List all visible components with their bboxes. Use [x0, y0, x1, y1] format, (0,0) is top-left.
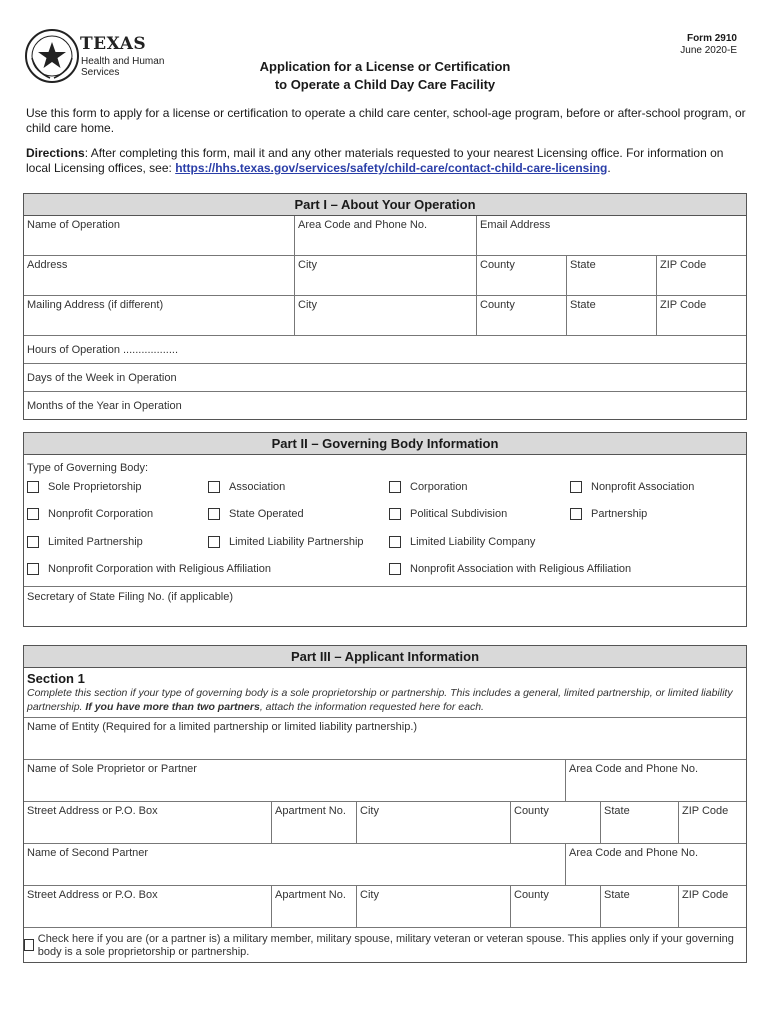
option-label: Partnership [591, 508, 648, 520]
option-label: Limited Partnership [48, 536, 143, 548]
mailing-city-label: City [298, 299, 317, 311]
partner2-county-label: County [514, 889, 549, 901]
intro-text: Use this form to apply for a license or certification to operate a child care center, school-age program, before or after-school program, or child care home. [26, 106, 746, 135]
partner1-street-label: Street Address or P.O. Box [27, 805, 158, 817]
partner2-phone-label: Area Code and Phone No. [569, 847, 699, 859]
partner1-zip-label: ZIP Code [682, 805, 729, 817]
checkbox[interactable] [389, 508, 401, 520]
mailing-address-label: Mailing Address (if different) [27, 299, 164, 311]
part1-section [23, 193, 747, 420]
partner1-city-field[interactable] [357, 802, 511, 843]
state-label: State [570, 259, 596, 271]
partner1-zip-field[interactable] [679, 802, 746, 843]
partner2-state-label: State [604, 889, 630, 901]
form-date: June 2020-E [680, 45, 737, 56]
option-label: Nonprofit Association [591, 481, 695, 493]
mailing-state-field[interactable] [567, 296, 657, 335]
checkbox[interactable] [389, 536, 401, 548]
option-label: Corporation [410, 481, 468, 493]
option-nonprofit-corp-religious[interactable] [27, 563, 271, 575]
mailing-zip-code-label: ZIP Code [660, 299, 707, 311]
secretary-of-state-field[interactable] [24, 586, 746, 626]
sole-proprietor-name-label: Name of Sole Proprietor or Partner [27, 763, 197, 775]
section1-intro [24, 668, 746, 718]
military-check-label: Check here if you are (or a partner is) a military member, military spouse, military veteran or veteran spouse. This applies only if your governing body is a sole proprietorship or partnership. [37, 933, 734, 958]
option-political-subdivision[interactable] [389, 508, 507, 520]
option-label: Political Subdivision [410, 508, 508, 520]
option-nonprofit-assoc-religious[interactable] [389, 563, 631, 575]
city-label: City [298, 259, 317, 271]
second-partner-name-field[interactable] [24, 844, 566, 885]
governing-body-type-label: Type of Governing Body: [27, 462, 149, 474]
partner1-phone-field[interactable] [566, 760, 746, 801]
hours-of-operation-field[interactable] [24, 336, 746, 364]
partner2-address-row [24, 886, 746, 928]
option-association[interactable] [208, 481, 285, 493]
checkbox[interactable] [27, 563, 39, 575]
partner1-phone-label: Area Code and Phone No. [569, 763, 699, 775]
days-of-week-cell [24, 364, 746, 391]
part3-heading: Part III – Applicant Information [24, 646, 746, 668]
partner2-city-label: City [360, 889, 379, 901]
section1-italic-end: , attach the information requested here for each. [259, 701, 484, 713]
partner2-street-label: Street Address or P.O. Box [27, 889, 158, 901]
checkbox[interactable] [389, 481, 401, 493]
logo-sub-line2: Services [81, 67, 120, 78]
months-of-year-label: Months of the Year in Operation [27, 400, 182, 412]
military-check-container [24, 928, 746, 959]
logo-subtitle [81, 56, 191, 78]
option-label: Nonprofit Corporation [48, 508, 154, 520]
city-field[interactable] [295, 256, 477, 295]
option-nonprofit-association[interactable] [570, 481, 694, 493]
operation-phone-field[interactable] [295, 216, 477, 255]
mailing-city-field[interactable] [295, 296, 477, 335]
checkbox[interactable] [570, 508, 582, 520]
email-address-label: Email Address [480, 219, 551, 231]
county-label: County [480, 259, 515, 271]
second-partner-name-label: Name of Second Partner [27, 847, 149, 859]
licensing-offices-link[interactable]: https://hhs.texas.gov/services/safety/child-care/contact-child-care-licensing [175, 161, 608, 175]
email-address-field[interactable] [477, 216, 746, 255]
governing-options-row3 [24, 529, 746, 556]
partner2-city-field[interactable] [357, 886, 511, 927]
directions-paragraph [26, 146, 746, 176]
partner1-name-row [24, 760, 746, 802]
form-title-line2: to Operate a Child Day Care Facility [274, 77, 496, 92]
partner2-zip-field[interactable] [679, 886, 746, 927]
partner2-state-field[interactable] [601, 886, 679, 927]
part2-section [23, 432, 747, 627]
checkbox[interactable] [27, 481, 39, 493]
checkbox[interactable] [27, 508, 39, 520]
partner1-address-row [24, 802, 746, 844]
name-of-entity-field[interactable] [24, 718, 746, 760]
name-of-operation-field[interactable] [24, 216, 295, 255]
texas-seal-icon [24, 28, 80, 84]
partner1-state-field[interactable] [601, 802, 679, 843]
partner2-county-field[interactable] [511, 886, 601, 927]
section1-instructions [24, 686, 746, 717]
option-sole-proprietorship[interactable] [27, 481, 142, 493]
governing-options-row1 [24, 475, 746, 502]
days-of-week-field[interactable] [24, 364, 746, 392]
name-of-entity-label: Name of Entity (Required for a limited partnership or limited liability partnership.) [27, 721, 418, 733]
checkbox[interactable] [208, 481, 220, 493]
part1-heading: Part I – About Your Operation [24, 194, 746, 216]
directions-end: . [607, 161, 611, 175]
partner1-street-field[interactable] [24, 802, 272, 843]
part3-section [23, 645, 747, 963]
option-label: State Operated [229, 508, 304, 520]
checkbox[interactable] [208, 536, 220, 548]
secretary-of-state-label: Secretary of State Filing No. (if applicable) [27, 591, 234, 603]
option-state-operated[interactable] [208, 508, 304, 520]
address-label: Address [27, 259, 68, 271]
directions-text: : After completing this form, mail it and any other materials requested to your nearest Licensing office. For information on local Licensing offices, see: [26, 146, 724, 175]
mailing-state-label: State [570, 299, 596, 311]
partner1-state-label: State [604, 805, 630, 817]
form-number: Form 2910 [686, 33, 737, 44]
checkbox[interactable] [389, 563, 401, 575]
governing-options-row4 [24, 556, 746, 586]
state-field[interactable] [567, 256, 657, 295]
checkbox[interactable] [27, 536, 39, 548]
partner1-apartment-field[interactable] [272, 802, 357, 843]
partner1-city-label: City [360, 805, 379, 817]
option-label: Limited Liability Partnership [229, 536, 364, 548]
hhs-logo [24, 28, 174, 92]
partner2-phone-field[interactable] [566, 844, 746, 885]
months-of-year-field[interactable] [24, 392, 746, 419]
sole-proprietor-name-field[interactable] [24, 760, 566, 801]
option-label: Nonprofit Corporation with Religious Affiliation [48, 563, 271, 575]
option-limited-liability-company[interactable] [389, 536, 535, 548]
part1-row-name [24, 216, 746, 256]
option-nonprofit-corporation[interactable] [27, 508, 153, 520]
mailing-county-label: County [480, 299, 515, 311]
checkbox[interactable] [208, 508, 220, 520]
months-of-year-cell [24, 392, 746, 419]
option-label: Limited Liability Company [410, 536, 536, 548]
name-of-operation-label: Name of Operation [27, 219, 120, 231]
operation-phone-label: Area Code and Phone No. [298, 219, 428, 231]
form-title [200, 58, 570, 94]
county-field[interactable] [477, 256, 567, 295]
name-of-entity-cell [24, 718, 746, 759]
zip-code-label: ZIP Code [660, 259, 707, 271]
section1-bold-italic: If you have more than two partners [85, 701, 260, 713]
partner1-apartment-label: Apartment No. [275, 805, 346, 817]
part1-row-mailing [24, 296, 746, 336]
option-label: Nonprofit Association with Religious Affiliation [410, 563, 632, 575]
option-partnership[interactable] [570, 508, 647, 520]
hours-of-operation-label: Hours of Operation .................. [27, 344, 179, 356]
address-field[interactable] [24, 256, 295, 295]
hours-of-operation-cell [24, 336, 746, 363]
part1-row-address [24, 256, 746, 296]
partner2-apartment-field[interactable] [272, 886, 357, 927]
section1-title: Section 1 [27, 671, 85, 686]
logo-sub-line1: Health and Human [81, 56, 165, 67]
form-id [680, 33, 737, 57]
partner2-street-field[interactable] [24, 886, 272, 927]
section1-italic: Complete this section if your type of governing body is a sole proprietorship or partnership. This includes a general, limited partnership, or limited liability partnership. [27, 687, 733, 713]
military-check-row [24, 928, 746, 962]
partner1-county-field[interactable] [511, 802, 601, 843]
partner2-apartment-label: Apartment No. [275, 889, 346, 901]
checkbox[interactable] [570, 481, 582, 493]
partner2-zip-label: ZIP Code [682, 889, 729, 901]
mailing-county-field[interactable] [477, 296, 567, 335]
option-limited-liability-partnership[interactable] [208, 536, 364, 548]
form-title-line1: Application for a License or Certification [259, 59, 511, 74]
partner1-county-label: County [514, 805, 549, 817]
military-checkbox[interactable] [24, 939, 34, 951]
days-of-week-label: Days of the Week in Operation [27, 372, 177, 384]
mailing-address-field[interactable] [24, 296, 295, 335]
option-label: Association [229, 481, 286, 493]
option-limited-partnership[interactable] [27, 536, 143, 548]
option-label: Sole Proprietorship [48, 481, 142, 493]
zip-code-field[interactable] [657, 256, 746, 295]
mailing-zip-code-field[interactable] [657, 296, 746, 335]
partner2-name-row [24, 844, 746, 886]
form-header [0, 0, 770, 100]
option-corporation[interactable] [389, 481, 467, 493]
directions-label: Directions [26, 146, 85, 160]
part2-heading: Part II – Governing Body Information [24, 433, 746, 455]
logo-texas-text: TEXAS [80, 34, 147, 54]
governing-options-row2 [24, 502, 746, 529]
